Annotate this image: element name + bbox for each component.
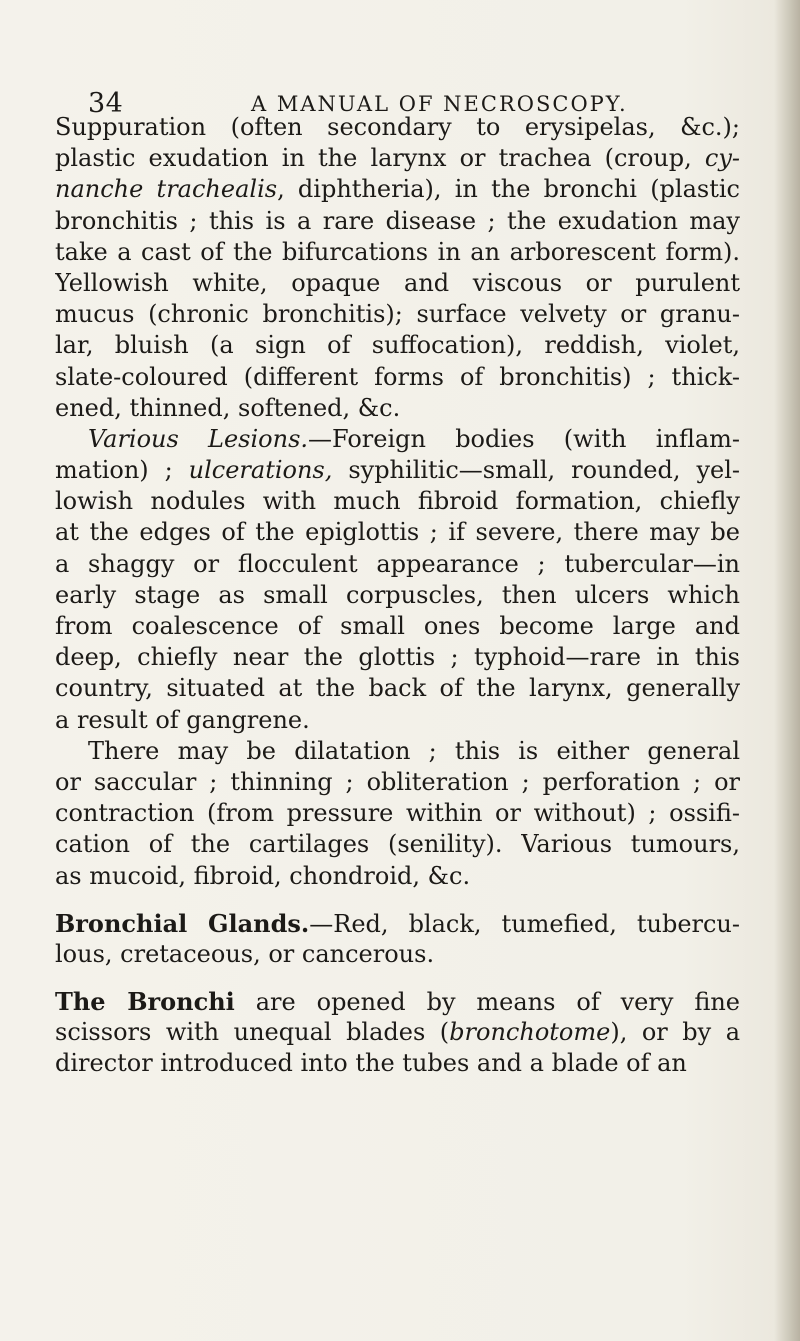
body-text: [55, 112, 740, 1080]
text-line: contraction (from pressure within or without) ; ossifi-: [55, 799, 740, 828]
text-line: bronchitis ; this is a rare disease ; the exudation may: [55, 206, 740, 235]
text-line: [55, 174, 740, 205]
text-line: country, situated at the back of the larynx, generally: [55, 674, 740, 703]
text-segment: , diphtheria), in the bronchi (plastic: [277, 175, 740, 204]
text-segment: ), or by a: [610, 1018, 740, 1047]
text-line: a result of gangrene.: [55, 705, 310, 734]
text-line: take a cast of the bifurcations in an arborescent form).: [55, 237, 740, 266]
text-line: [55, 908, 740, 939]
page-edge-shadow: [774, 0, 800, 1341]
text-segment: scissors with unequal blades (: [55, 1018, 450, 1047]
running-head: A MANUAL OF NECROSCOPY.: [251, 92, 628, 116]
text-line: at the edges of the epiglottis ; if severe, there may be: [55, 518, 740, 547]
text-line: as mucoid, fibroid, chondroid, &c.: [55, 861, 471, 890]
text-line: mucus (chronic bronchitis); surface velvety or granu-: [55, 300, 740, 329]
text-line: lous, cretaceous, or cancerous.: [55, 939, 435, 968]
text-line: [55, 1017, 740, 1048]
text-line: a shaggy or flocculent appearance ; tubercular—in: [55, 549, 740, 578]
text-segment: syphilitic—small, rounded, yel-: [332, 456, 740, 485]
italic-term-bronchotome: bronchotome: [449, 1018, 611, 1047]
text-line: cation of the cartilages (senility). Various tumours,: [55, 830, 740, 859]
text-line: or saccular ; thinning ; obliteration ; perforation ; or: [55, 767, 740, 796]
text-line: slate-coloured (different forms of bronchitis) ; thick-: [55, 362, 740, 391]
italic-term: ulcerations,: [188, 456, 333, 485]
text-line: lar, bluish (a sign of suffocation), reddish, violet,: [55, 331, 740, 360]
heading-bronchial-glands: Bronchial Glands.: [55, 908, 310, 938]
text-line: from coalescence of small ones become large and: [55, 612, 740, 640]
text-line: ened, thinned, softened, &c.: [55, 393, 401, 422]
text-segment: plastic exudation in the larynx or trachea (croup,: [55, 144, 705, 173]
italic-term: nanche trachealis: [55, 175, 278, 204]
text-line: [55, 143, 740, 174]
text-line: There may be dilatation ; this is either general: [88, 736, 740, 765]
text-line: [55, 986, 740, 1017]
italic-term: cy-: [704, 144, 740, 173]
page-number: 34: [88, 88, 124, 119]
text-line: early stage as small corpuscles, then ulcers which: [55, 580, 740, 609]
text-line: lowish nodules with much fibroid formation, chiefly: [55, 487, 740, 516]
text-line: deep, chiefly near the glottis ; typhoid—rare in this: [55, 643, 740, 672]
text-line: Suppuration (often secondary to erysipelas, &c.);: [55, 113, 740, 141]
text-line: director introduced into the tubes and a blade of an: [55, 1049, 687, 1078]
text-line: [55, 424, 740, 455]
text-segment: —Foreign bodies (with inflam-: [308, 424, 740, 453]
text-line: [55, 455, 740, 486]
text-segment: mation) ;: [55, 456, 189, 485]
text-segment: are opened by means of very fine: [234, 988, 740, 1017]
heading-bronchi: The Bronchi: [55, 987, 235, 1017]
text-line: Yellowish white, opaque and viscous or purulent: [55, 268, 740, 297]
italic-heading-various-lesions: Various Lesions.: [88, 424, 309, 453]
text-segment: —Red, black, tumefied, tubercu-: [309, 909, 740, 938]
